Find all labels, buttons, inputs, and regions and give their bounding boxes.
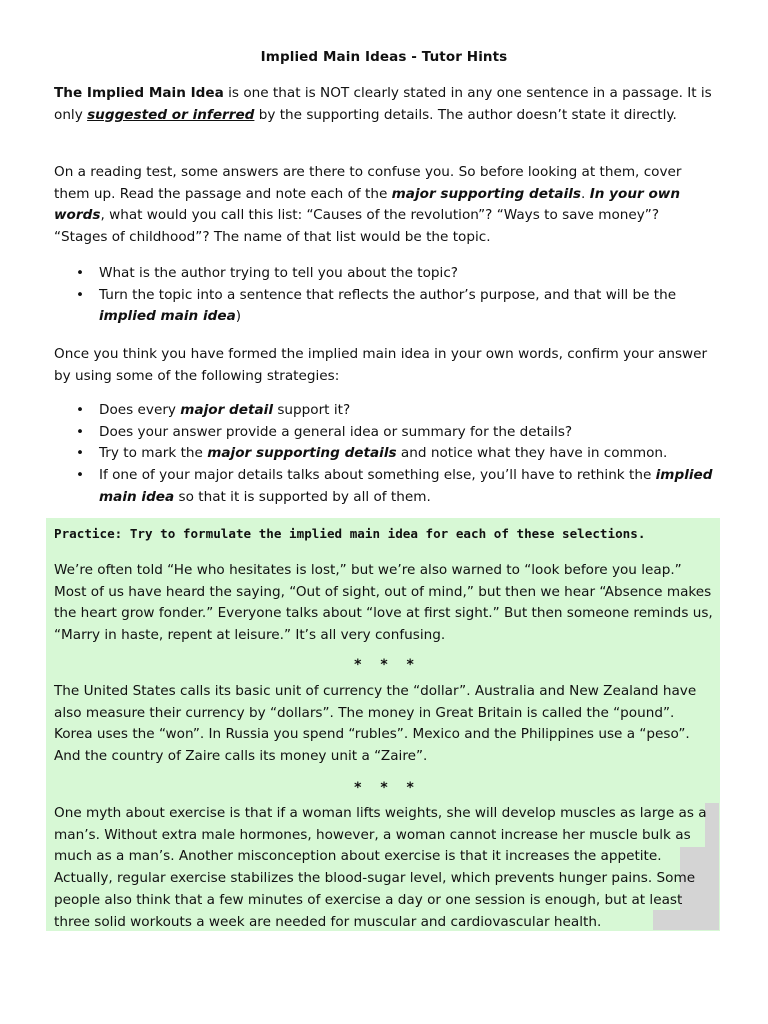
bullet-text: and notice what they have in common.	[396, 445, 668, 462]
bullet-text: support it?	[273, 402, 351, 418]
intro-text-1: is one that is NOT clearly stated in any one sentence in a passage. It is only	[54, 85, 712, 123]
intro-emphasis: suggested or inferred	[87, 106, 255, 123]
bullet-icon: •	[76, 286, 85, 303]
list-item	[54, 422, 714, 444]
bullet-icon: •	[76, 402, 85, 418]
bullet-text: so that it is supported by all of them.	[174, 488, 431, 505]
section-separator: * * *	[354, 657, 414, 673]
bullet-emphasis: implied main idea	[99, 308, 236, 325]
bullet-emphasis: major detail	[180, 402, 273, 418]
list-item	[54, 443, 714, 465]
list-item	[54, 465, 714, 508]
section-separator: * * *	[354, 780, 414, 796]
bullet-icon: •	[76, 423, 85, 440]
practice-selection-2: The United States calls its basic unit of currency the “dollar”. Australia and New Zealand have also measure their currency by “dollars”. The money in Great Britain is called the “pound”. Korea uses the “won”. In Russia you spend “rubles”. Mexico and the Philippines use a “peso”. And the country of Zaire calls its money unit a “Zaire”.	[54, 683, 697, 765]
list-item	[54, 263, 714, 285]
intro-term: The Implied Main Idea	[54, 85, 224, 101]
bullet-text: Does your answer provide a general idea or summary for the details?	[99, 423, 573, 440]
list-item	[54, 285, 714, 328]
bullet-text: Try to mark the	[99, 445, 208, 462]
bullet-icon: •	[76, 265, 85, 281]
bullet-emphasis: implied main idea	[99, 467, 713, 505]
reading-text-3: , what would you call this list: “Causes of the revolution”? “Ways to save money”? “Stages of childhood”? The name of that list would be the topic.	[54, 207, 660, 246]
bullet-emphasis: major supporting details	[207, 445, 397, 462]
reading-text-1: On a reading test, some answers are there to confuse you. So before looking at them, cover them up. Read the passage and note each of the	[54, 164, 682, 202]
intro-paragraph	[54, 83, 714, 126]
confirm-paragraph: Once you think you have formed the implied main idea in your own words, confirm your answer by using some of the following strategies:	[54, 346, 708, 384]
reading-emphasis-2: In your own words	[54, 185, 681, 224]
practice-selection-3: One myth about exercise is that if a woman lifts weights, she will develop muscles as large as a man’s. Without extra male hormones, however, a woman cannot increase her muscle bulk as much as a man’s. Another misconception about exercise is that it increases the appetite. Actually, regular exercise stabilizes the blood-sugar level, which prevents hunger pains. Some people also think that a few minutes of exercise a day or one session is enough, but at least three solid workouts a week are needed for muscular and cardiovascular health.	[54, 805, 707, 930]
reading-emphasis-1: major supporting details	[391, 185, 582, 202]
list-item	[54, 400, 714, 422]
strategy-bullet-list	[54, 400, 714, 509]
practice-selection-1: We’re often told “He who hesitates is lost,” but we’re also warned to “look before you leap.” Most of us have heard the saying, “Out of sight, out of mind,” but then we hear “Absence makes the heart grow fonder.” Everyone talks about “love at first sight.” But then someone reminds us, “Marry in haste, repent at leisure.” It’s all very confusing.	[54, 562, 713, 644]
bullet-text: Does every	[99, 402, 181, 418]
practice-heading: Practice: Try to formulate the implied main idea for each of these selections.	[54, 526, 646, 541]
reading-test-paragraph	[54, 162, 714, 249]
bullet-text: What is the author trying to tell you about the topic?	[99, 265, 459, 281]
bullet-text-end: )	[235, 308, 242, 325]
bullet-text: If one of your major details talks about something else, you’ll have to rethink the	[99, 467, 656, 484]
reading-text-2: .	[581, 185, 590, 202]
bullet-text: Turn the topic into a sentence that reflects the author’s purpose, and that will be the	[99, 286, 677, 303]
bullet-icon: •	[76, 445, 85, 462]
page-title: Implied Main Ideas - Tutor Hints	[260, 49, 508, 65]
topic-bullet-list	[54, 263, 714, 328]
intro-text-2: by the supporting details. The author doesn’t state it directly.	[254, 106, 677, 123]
bullet-icon: •	[76, 467, 85, 484]
